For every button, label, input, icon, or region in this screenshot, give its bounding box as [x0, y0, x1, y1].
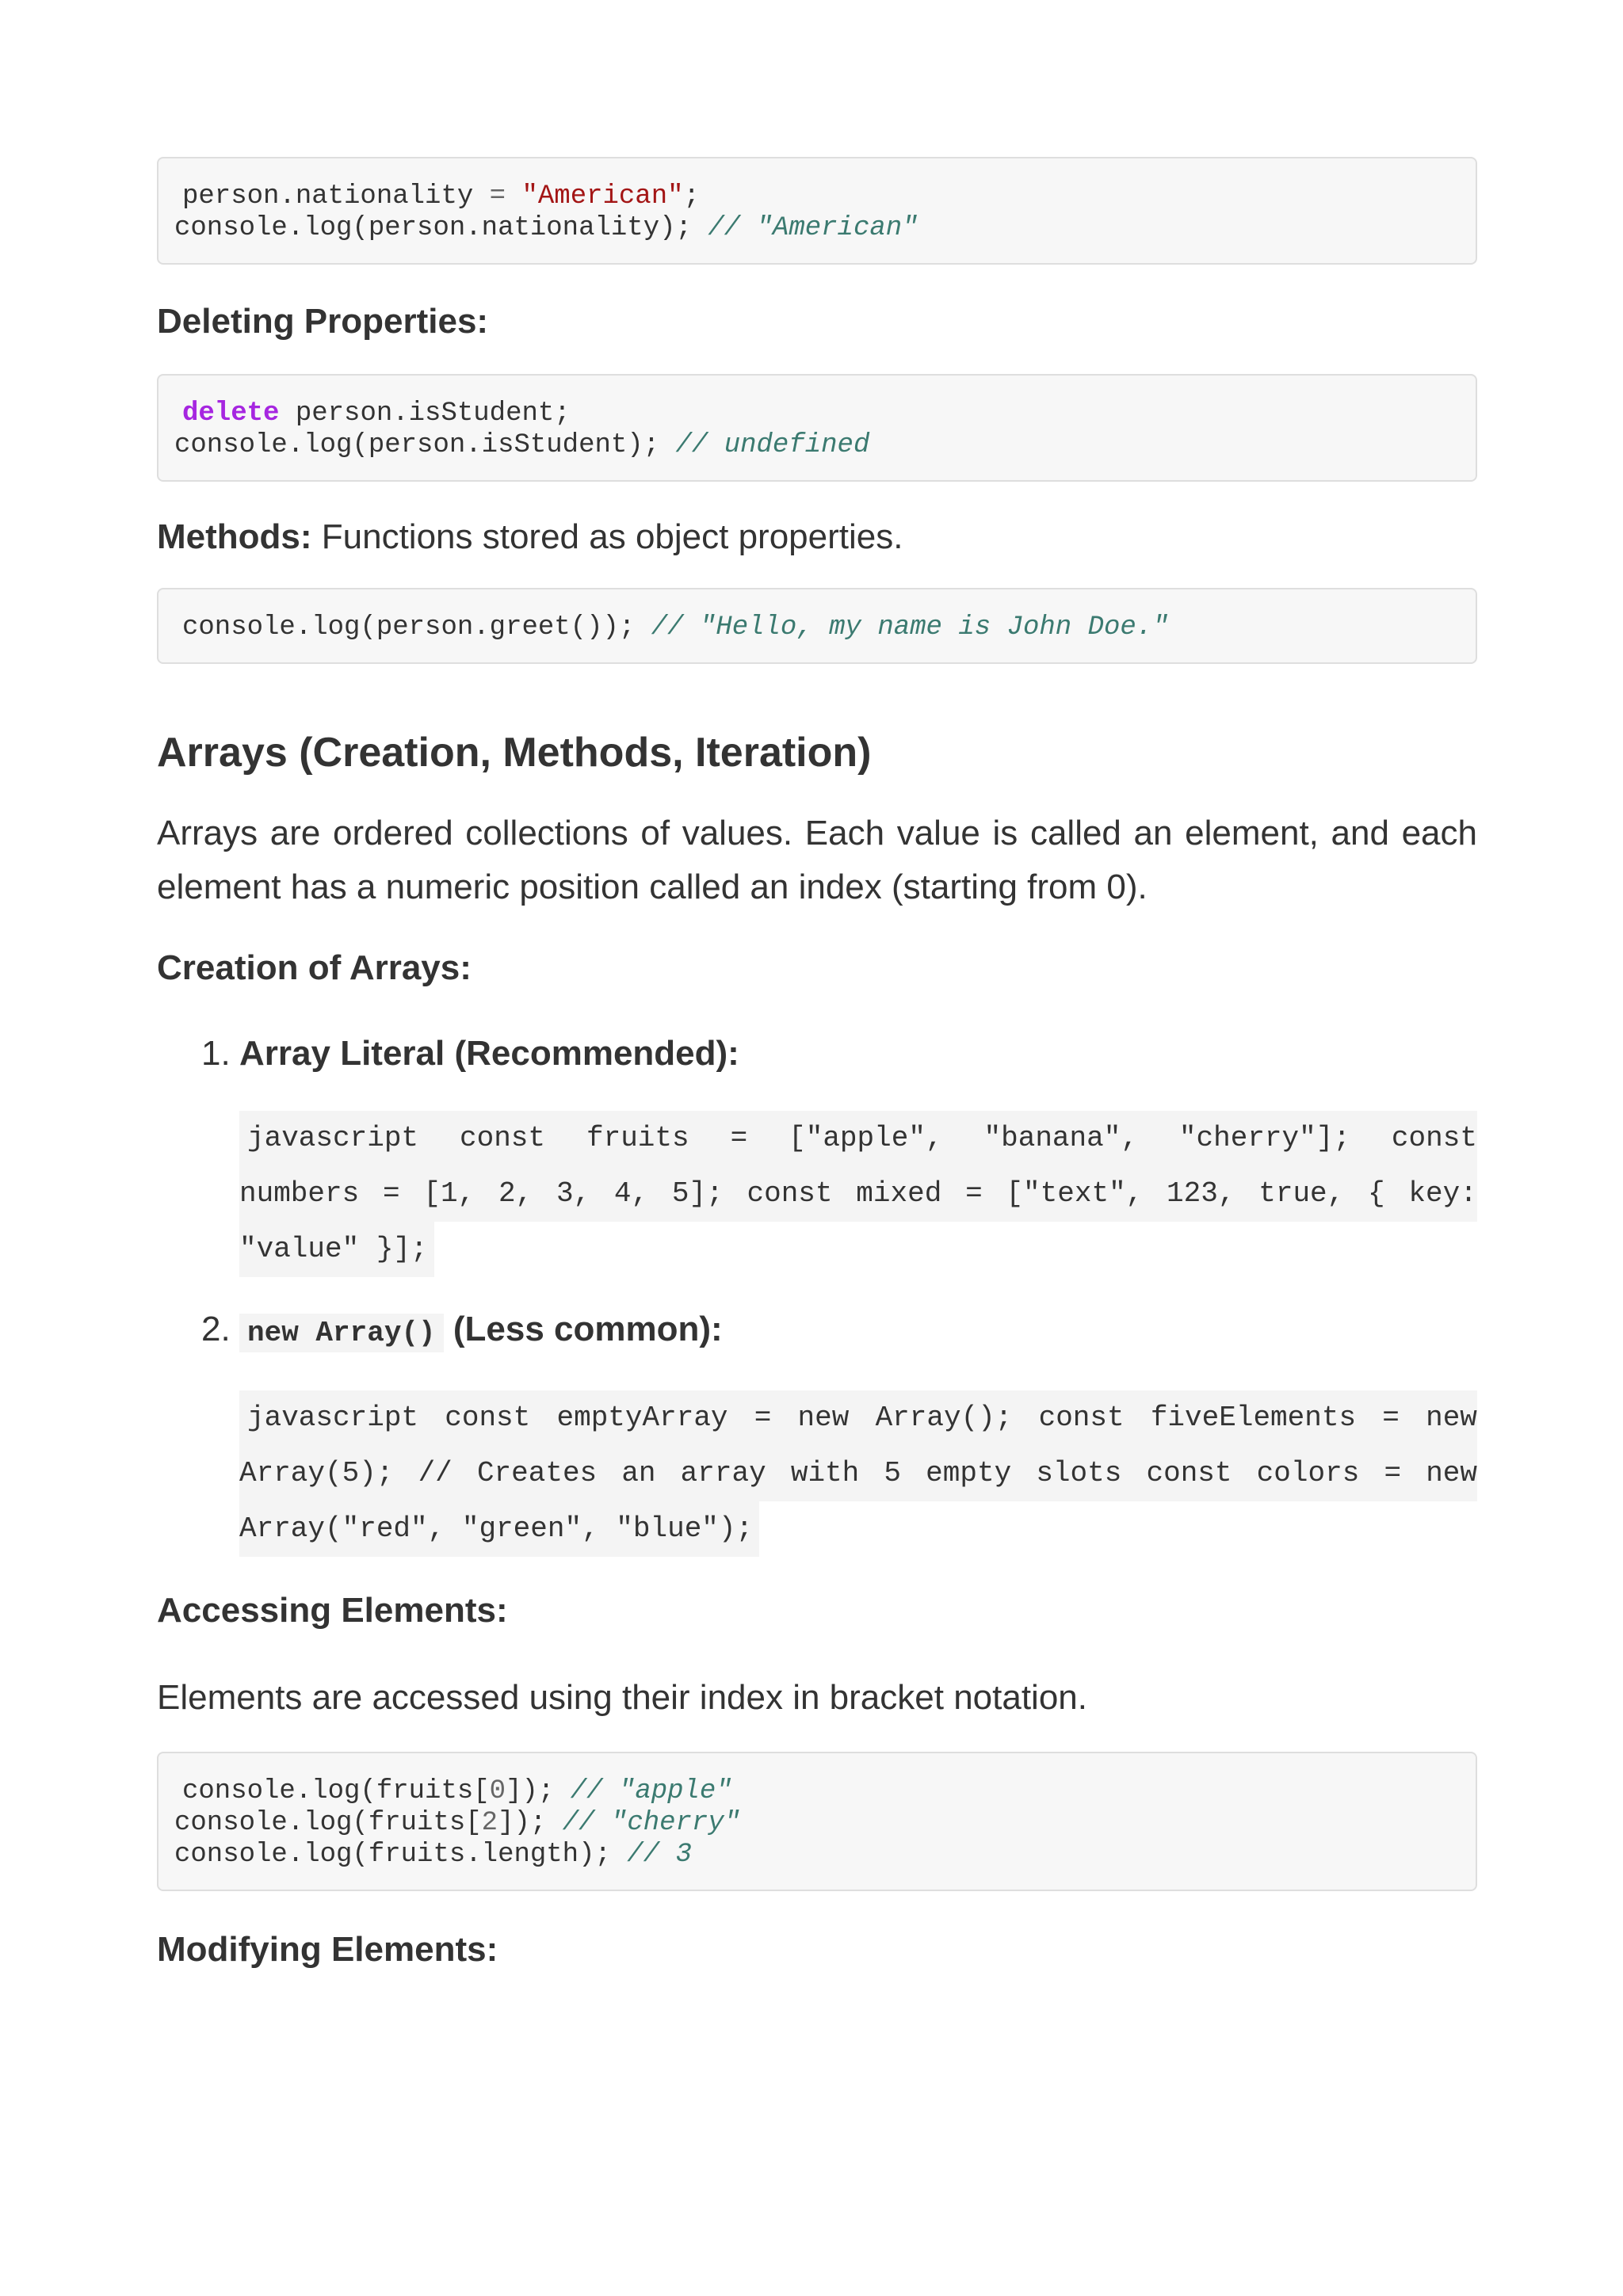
list-item: [201, 1032, 1477, 1076]
code-line: delete person.isStudent;: [182, 399, 571, 429]
list-number: 1.: [201, 1034, 231, 1073]
code-block-greet: [157, 588, 1477, 664]
code-line: Array("red", "green", "blue");: [239, 1501, 759, 1557]
code-line: console.log(fruits.length); // 3: [174, 1840, 692, 1870]
methods-paragraph: [157, 510, 1477, 564]
code-line: console.log(person.isStudent); // undefined: [174, 430, 870, 460]
code-line: numbers = [1, 2, 3, 4, 5]; const mixed = ["text", 123, true, { key:: [239, 1166, 1477, 1222]
document-content: [157, 157, 1477, 1972]
code-line: "value" }];: [239, 1222, 434, 1277]
code-block-deleting: [157, 374, 1477, 482]
methods-label: Methods:: [157, 517, 312, 556]
heading-accessing-elements: Accessing Elements:: [157, 1591, 508, 1630]
list-item-title: new Array() (Less common):: [239, 1310, 723, 1348]
code-line: console.log(person.nationality); // "American": [174, 213, 918, 243]
code-line: console.log(person.greet()); // "Hello, my name is John Doe.": [182, 612, 1169, 643]
code-line: person.nationality = "American";: [182, 181, 700, 212]
heading-deleting-properties: Deleting Properties:: [157, 302, 489, 341]
accessing-paragraph: Elements are accessed using their index in bracket notation.: [157, 1678, 1087, 1717]
code-block-access: [157, 1752, 1477, 1891]
methods-text: Functions stored as object properties.: [311, 517, 903, 556]
inline-code-array-literal: [239, 1111, 1477, 1277]
heading-creation-of-arrays: Creation of Arrays:: [157, 948, 472, 987]
code-block-nationality: [157, 157, 1477, 265]
heading-modifying-elements: Modifying Elements:: [157, 1930, 498, 1969]
code-line: javascript const emptyArray = new Array(); const fiveElements = new: [239, 1390, 1477, 1446]
code-line: javascript const fruits = ["apple", "banana", "cherry"]; const: [239, 1111, 1477, 1166]
heading-arrays: Arrays (Creation, Methods, Iteration): [157, 730, 872, 776]
inline-code-new-array: new Array(): [239, 1314, 444, 1352]
code-line: console.log(fruits[2]); // "cherry": [174, 1808, 741, 1838]
list-item-title: Array Literal (Recommended):: [239, 1034, 739, 1073]
inline-code-array-constructor: [239, 1390, 1477, 1557]
list-item: [201, 1307, 1477, 1356]
code-line: Array(5); // Creates an array with 5 empty slots const colors = new: [239, 1446, 1477, 1501]
code-line: console.log(fruits[0]); // "apple": [182, 1776, 732, 1806]
arrays-intro-paragraph: Arrays are ordered collections of values. Each value is called an element, and each element has a numeric position called an index (starting from 0).: [157, 814, 1477, 906]
list-number: 2.: [201, 1310, 231, 1348]
